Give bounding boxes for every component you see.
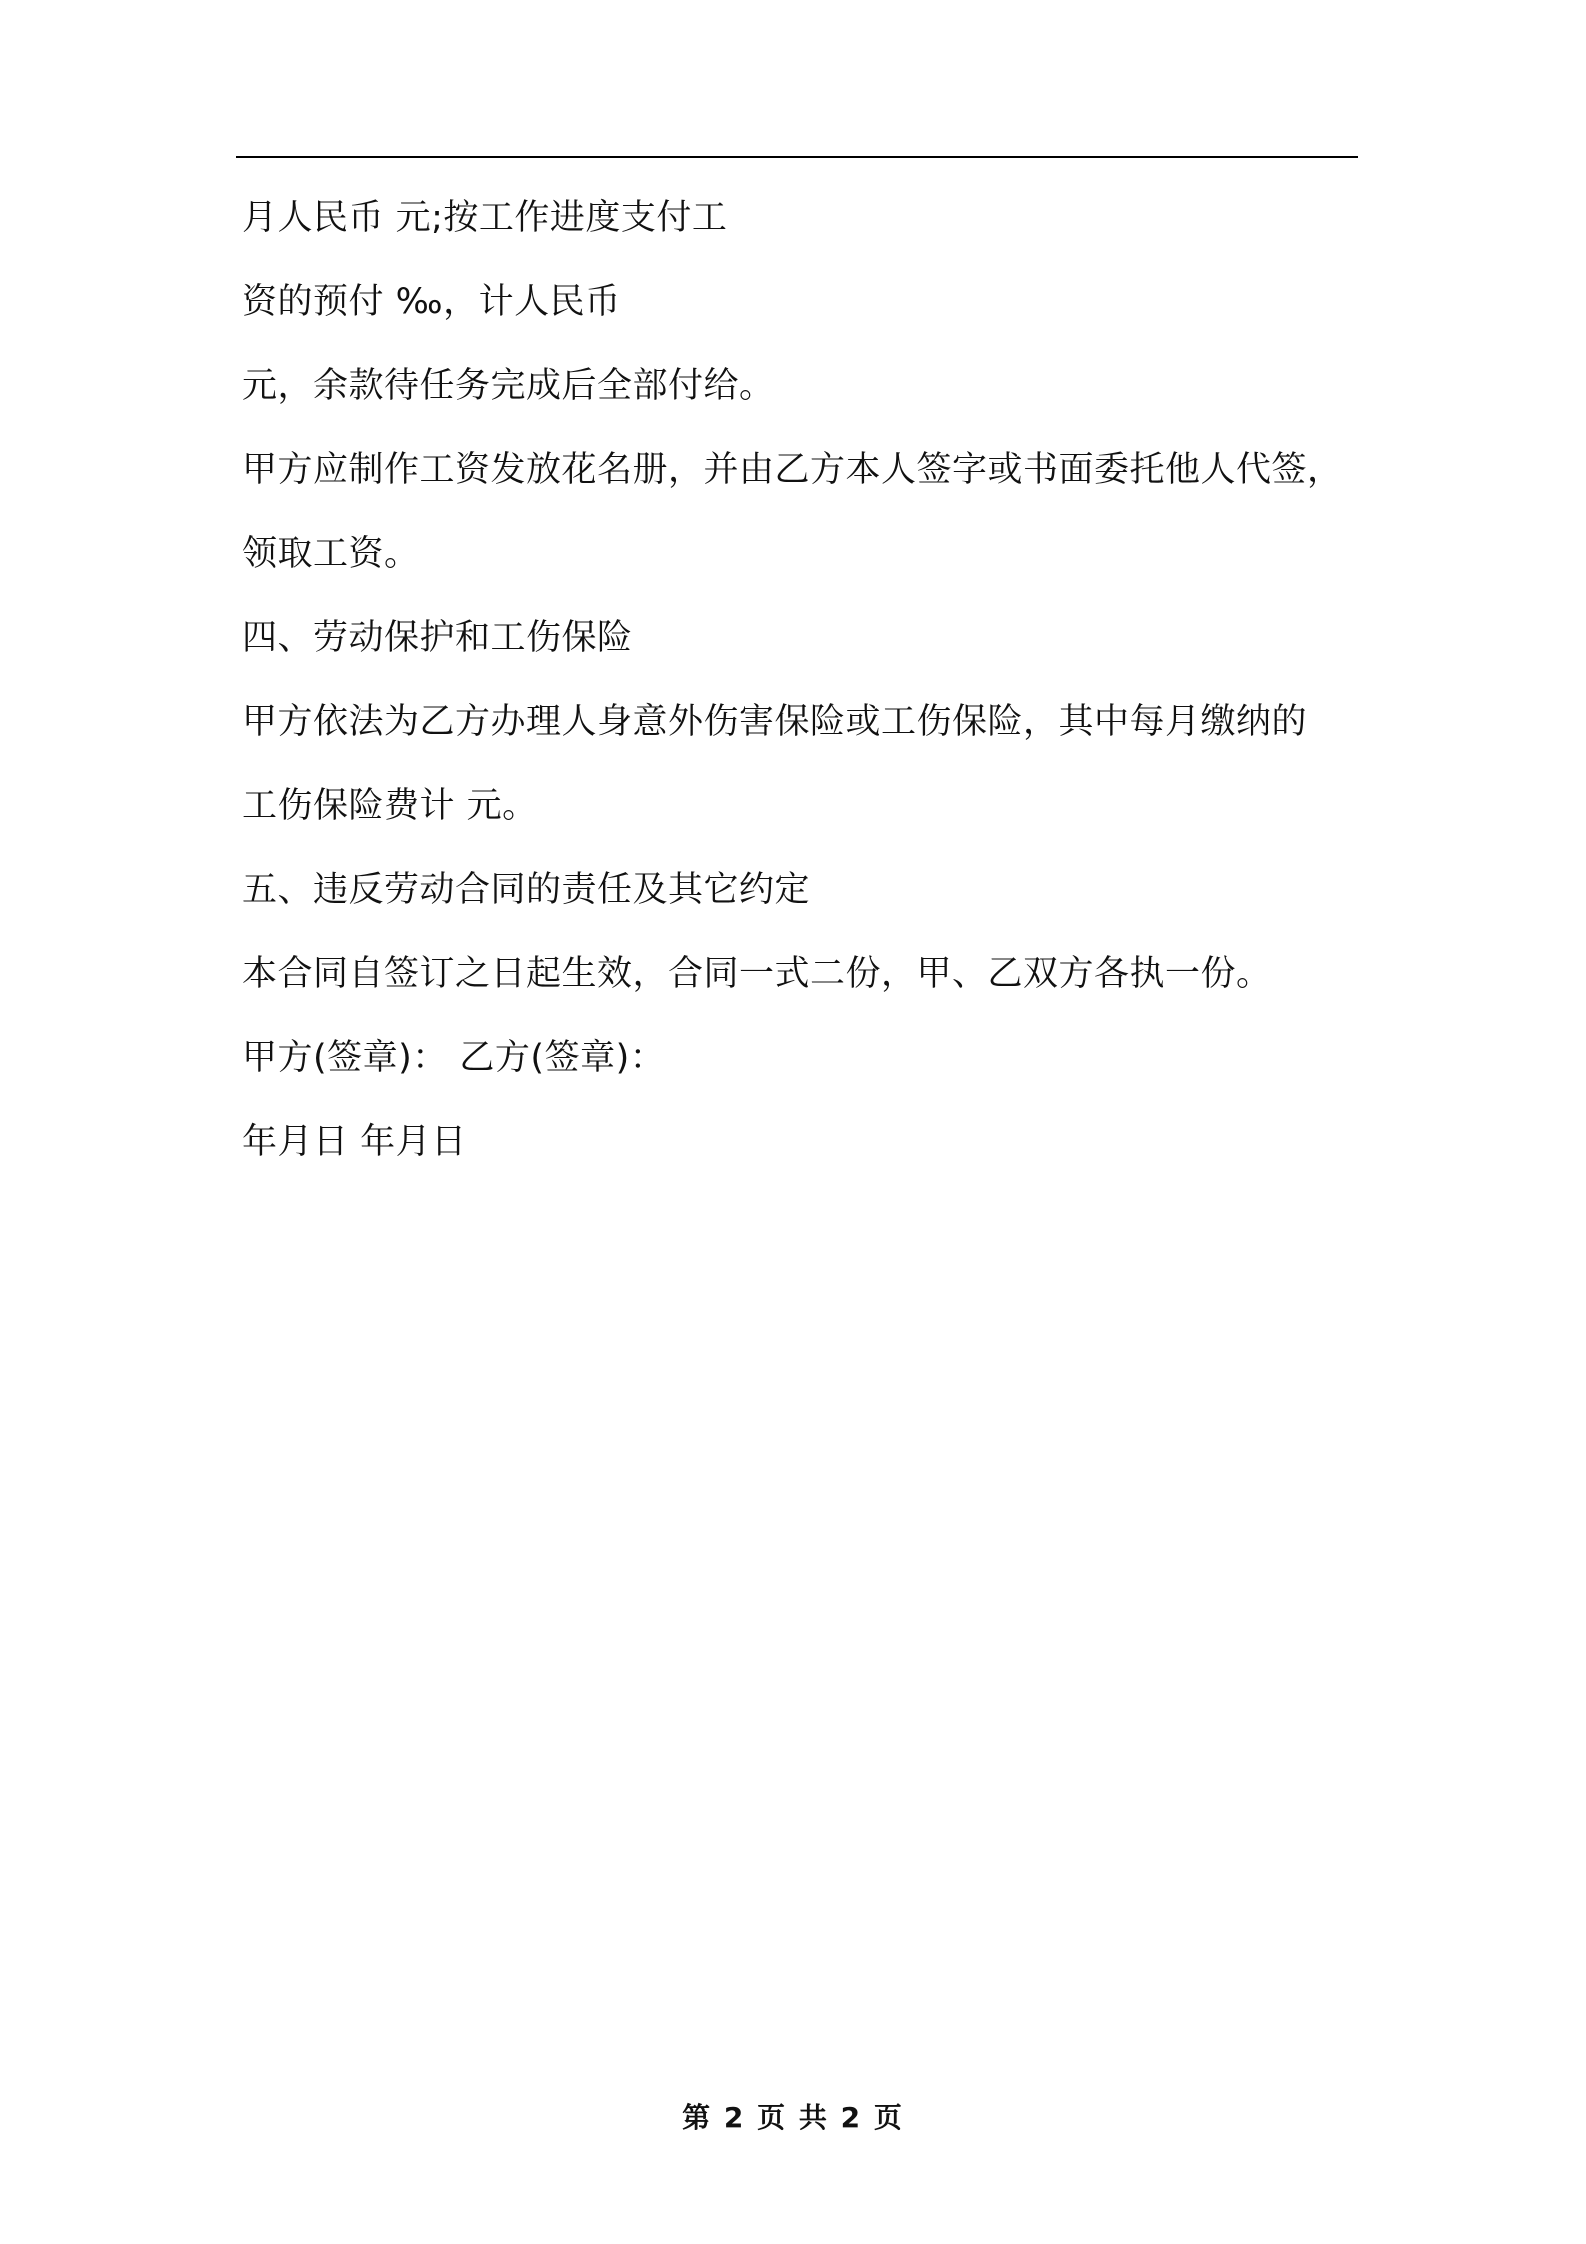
paragraph-line: 甲方依法为乙方办理人身意外伤害保险或工伤保险，其中每月缴纳的	[242, 702, 1308, 742]
paragraph-line: 资的预付 ‰，计人民币	[242, 282, 621, 322]
signature-line: 甲方(签章)： 乙方(签章)：	[242, 1038, 666, 1078]
section-heading: 五、违反劳动合同的责任及其它约定	[242, 870, 811, 910]
paragraph-line: 甲方应制作工资发放花名册，并由乙方本人签字或书面委托他人代签，	[242, 450, 1343, 490]
paragraph-line: 元，余款待任务完成后全部付给。	[242, 366, 775, 406]
document-body	[242, 198, 1382, 1206]
page-number: 第 2 页 共 2 页	[682, 2101, 904, 2134]
paragraph-line: 本合同自签订之日起生效，合同一式二份，甲、乙双方各执一份。	[242, 954, 1272, 994]
paragraph-line: 领取工资。	[242, 534, 420, 574]
section-heading: 四、劳动保护和工伤保险	[242, 618, 633, 658]
paragraph-line: 工伤保险费计 元。	[242, 786, 538, 826]
header-rule	[236, 156, 1358, 158]
date-line: 年月日 年月日	[242, 1122, 467, 1162]
paragraph-line: 月人民币 元;按工作进度支付工	[242, 198, 728, 238]
